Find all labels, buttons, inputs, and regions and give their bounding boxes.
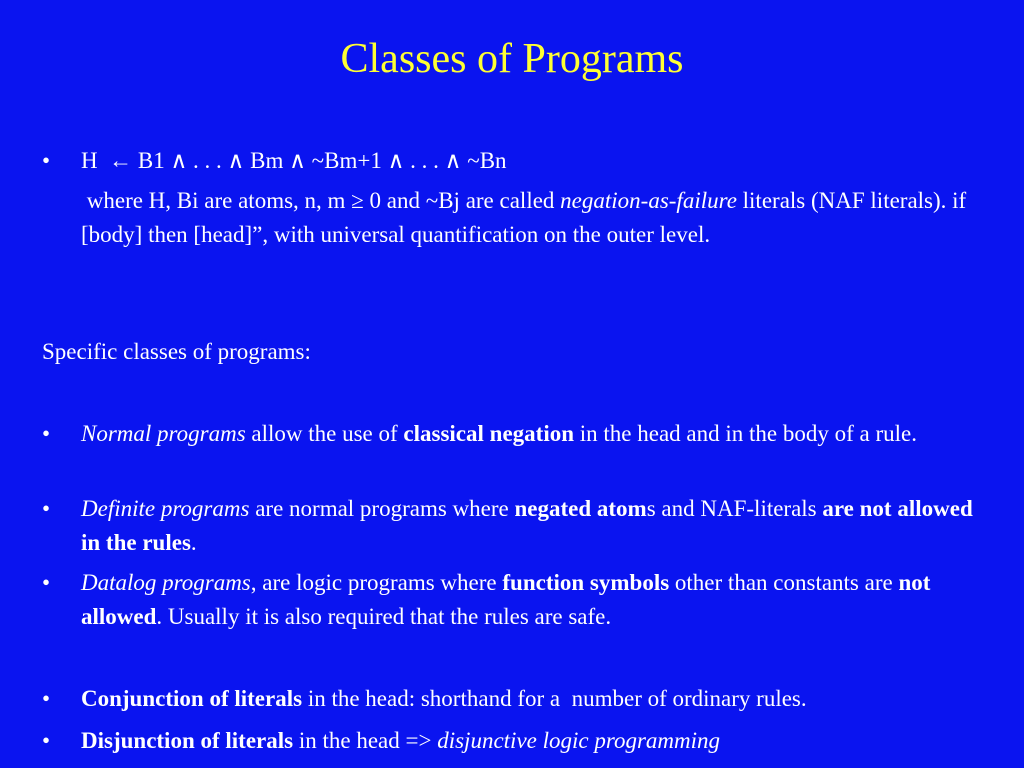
datalog-programs-bold-1: function symbols: [502, 570, 670, 595]
datalog-programs-text-2: other than constants are: [669, 570, 899, 595]
definite-programs-text-3: .: [190, 530, 197, 555]
datalog-programs-term: Datalog programs: [81, 570, 251, 595]
conjunction-text-1: in the head: shorthand for a number of ordinary rules.: [302, 686, 807, 711]
rule-desc-text-2: literals (NAF literals). if [body] then [head]”, with universal quantification on the outer level.: [81, 188, 967, 247]
definite-programs-bold-1: negated atom: [514, 496, 647, 521]
bullet-icon: •: [42, 570, 51, 595]
datalog-programs-bold-2: not allowed: [81, 570, 931, 629]
normal-programs-bold: classical negation: [403, 421, 575, 446]
normal-programs-text-2: in the head and in the body of a rule.: [574, 421, 917, 446]
definite-programs-text-1: are normal programs where: [249, 496, 515, 521]
rule-formula: H ← B1 ∧ . . . ∧ Bm ∧ ~Bm+1 ∧ . . . ∧ ~Bn: [81, 148, 507, 173]
bullet-icon: •: [42, 496, 51, 521]
definite-programs-bold-2: are not allowed in the rules: [81, 496, 973, 555]
datalog-programs-text-1: , are logic programs where: [250, 570, 503, 595]
rule-desc-text-1: where H, Bi are atoms, n, m ≥ 0 and ~Bj are called: [86, 188, 561, 213]
disjunction-bold: Disjunction of literals: [81, 728, 294, 753]
disjunction-text: [81, 724, 996, 758]
datalog-programs-text: [81, 566, 996, 634]
datalog-programs-text-3: . Usually it is also required that the rules are safe.: [156, 604, 612, 629]
disjunction-text-1: in the head =>: [293, 728, 438, 753]
rule-description: [81, 184, 996, 252]
conjunction-text: [81, 682, 996, 716]
bullet-icon: •: [42, 686, 51, 711]
bullet-icon: •: [42, 728, 51, 753]
normal-programs-text-1: allow the use of: [245, 421, 404, 446]
disjunction-italic: disjunctive logic programming: [437, 728, 721, 753]
rule-desc-italic: negation-as-failure: [560, 188, 737, 213]
normal-programs-term: Normal programs: [81, 421, 246, 446]
conjunction-bold: Conjunction of literals: [81, 686, 303, 711]
definite-programs-term: Definite programs: [81, 496, 250, 521]
specific-classes-label: Specific classes of programs:: [42, 339, 311, 364]
bullet-icon: •: [42, 148, 51, 173]
definite-programs-text-2: s and NAF-literals: [646, 496, 823, 521]
slide-title: Classes of Programs: [340, 36, 684, 82]
normal-programs-text: [81, 417, 996, 451]
definite-programs-text: [81, 492, 996, 560]
bullet-icon: •: [42, 421, 51, 446]
